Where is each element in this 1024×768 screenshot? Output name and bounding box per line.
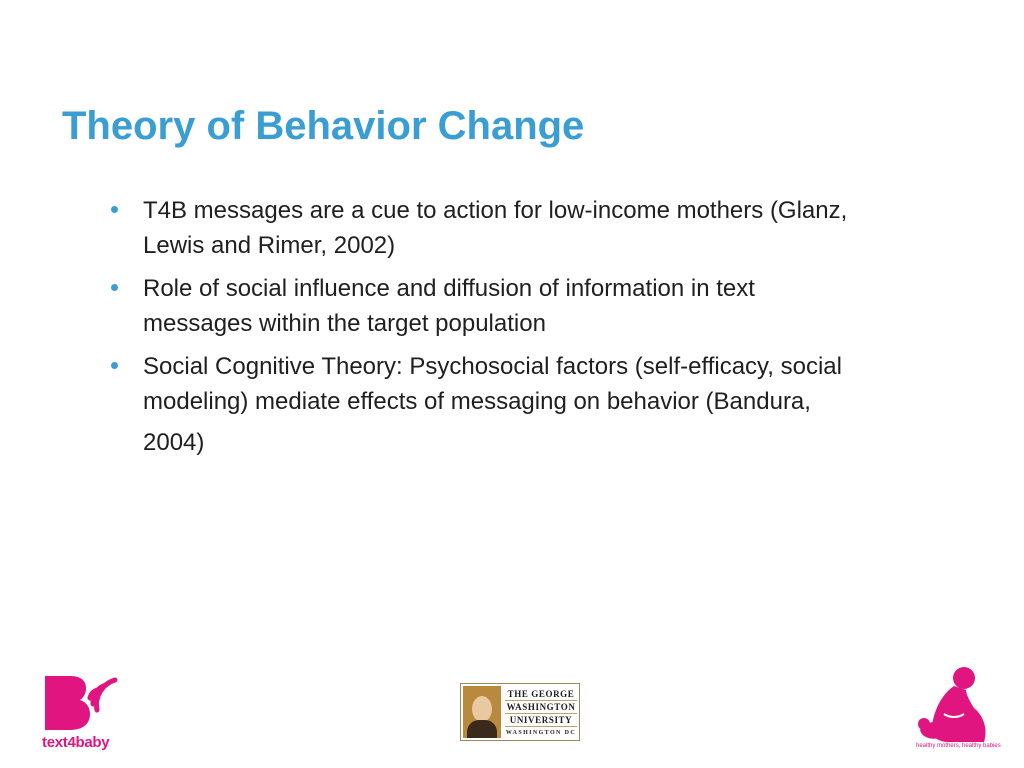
gwu-line-4: WASHINGTON DC bbox=[505, 730, 577, 736]
text4baby-wordmark: text4baby bbox=[42, 734, 110, 751]
bullet-line: 2004) bbox=[143, 429, 205, 456]
text4baby-logo bbox=[40, 668, 130, 758]
gwu-line-1: THE GEORGE bbox=[505, 688, 577, 701]
bullet-line: Lewis and Rimer, 2002) bbox=[143, 232, 396, 259]
bullet-dot-icon bbox=[111, 362, 118, 369]
bullet-dot-icon bbox=[111, 284, 118, 291]
gwu-line-3: UNIVERSITY bbox=[505, 714, 577, 727]
gwu-line-2: WASHINGTON bbox=[506, 702, 576, 712]
bullet-line: Role of social influence and diffusion of information in text bbox=[143, 275, 755, 302]
bullet-line: T4B messages are a cue to action for low-income mothers (Glanz, bbox=[143, 197, 848, 224]
bullet-line: messages within the target population bbox=[143, 310, 546, 337]
bullet-item bbox=[0, 271, 1000, 341]
bullet-line: Social Cognitive Theory: Psychosocial factors (self-efficacy, social bbox=[143, 353, 842, 380]
gwu-wordmark bbox=[505, 688, 577, 739]
mother-and-baby-icon bbox=[914, 664, 994, 744]
slide-title: Theory of Behavior Change bbox=[62, 104, 585, 148]
mother-logo-tagline: healthy mothers, healthy babies bbox=[916, 743, 1001, 749]
bullet-list bbox=[0, 193, 1000, 468]
mother-baby-logo bbox=[914, 664, 1001, 754]
gwu-logo bbox=[460, 683, 580, 741]
bullet-line: modeling) mediate effects of messaging on behavior (Bandura, bbox=[143, 388, 811, 415]
bullet-item bbox=[0, 349, 1000, 460]
text4baby-b-signal-icon bbox=[40, 668, 130, 734]
bullet-item bbox=[0, 193, 1000, 263]
bullet-dot-icon bbox=[111, 206, 118, 213]
george-washington-portrait-icon bbox=[463, 686, 501, 738]
